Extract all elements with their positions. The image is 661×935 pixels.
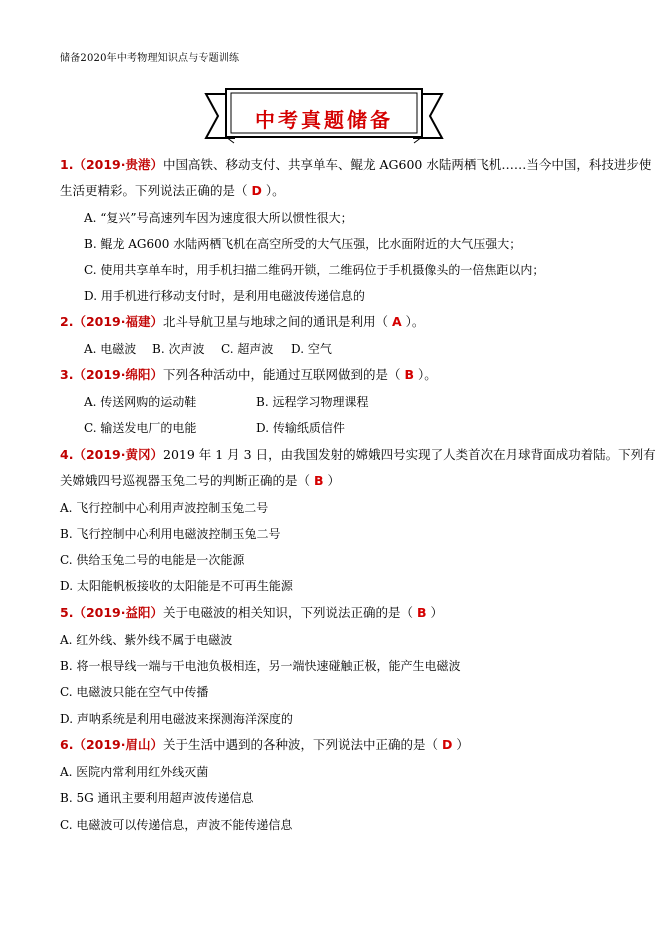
q4-option-b: B. 飞行控制中心利用电磁波控制玉兔二号 [60, 527, 281, 541]
q3-option-c: C. 输送发电厂的电能 [84, 421, 197, 435]
question-6: 6.（2019·眉山）关于生活中遇到的各种波，下列说法中正确的是（ D ） [60, 737, 469, 752]
question-2: 2.（2019·福建）北斗导航卫星与地球之间的通讯是利用（ A ）。 [60, 314, 425, 329]
q2-option-b: B. 次声波 [152, 342, 205, 356]
q4-option-a: A. 飞行控制中心利用声波控制玉兔二号 [60, 501, 269, 515]
answer: B [404, 367, 415, 382]
q5-option-d: D. 声呐系统是利用电磁波来探测海洋深度的 [60, 712, 293, 726]
question-5: 5.（2019·益阳）关于电磁波的相关知识，下列说法正确的是（ B ） [60, 605, 443, 620]
answer: D [251, 183, 262, 198]
q3-option-a: A. 传送网购的运动鞋 [84, 395, 197, 409]
q1-option-a: A. “复兴”号高速列车因为速度很大所以惯性很大； [84, 211, 353, 225]
q4-option-d: D. 太阳能帆板接收的太阳能是不可再生能源 [60, 579, 293, 593]
q6-option-a: A. 医院内常利用红外线灭菌 [60, 765, 209, 779]
question-number: 2.（2019·福建） [60, 314, 163, 329]
banner-title: 中考真题储备 [255, 108, 393, 132]
q5-option-a: A. 红外线、紫外线不属于电磁波 [60, 633, 233, 647]
q1-option-d: D. 用手机进行移动支付时，是利用电磁波传递信息的 [84, 289, 365, 303]
answer: D [441, 737, 453, 752]
question-number: 3.（2019·绵阳） [60, 367, 163, 382]
question-number: 1.（2019·贵港） [60, 157, 163, 172]
answer: B [416, 605, 427, 620]
question-1-line-2: 生活更精彩。下列说法正确的是（ D ）。 [60, 183, 285, 198]
q5-option-b: B. 将一根导线一端与干电池负极相连，另一端快速碰触正极，能产生电磁波 [60, 659, 461, 673]
answer: A [391, 314, 402, 329]
title-banner [204, 86, 444, 146]
q4-option-c: C. 供给玉兔二号的电能是一次能源 [60, 553, 245, 567]
q2-option-c: C. 超声波 [221, 342, 274, 356]
question-number: 4.（2019·黄冈） [60, 447, 163, 462]
q6-option-c: C. 电磁波可以传递信息，声波不能传递信息 [60, 818, 293, 832]
question-3: 3.（2019·绵阳）下列各种活动中，能通过互联网做到的是（ B ）。 [60, 367, 437, 382]
q2-option-d: D. 空气 [291, 342, 332, 356]
q6-option-b: B. 5G 通讯主要利用超声波传递信息 [60, 791, 254, 805]
q2-option-a: A. 电磁波 [84, 342, 137, 356]
q3-option-d: D. 传输纸质信件 [256, 421, 345, 435]
q3-option-b: B. 远程学习物理课程 [256, 395, 369, 409]
question-4-line-2: 关嫦娥四号巡视器玉兔二号的判断正确的是（ B ） [60, 473, 340, 488]
question-1-line-1: 1.（2019·贵港）中国高铁、移动支付、共享单车、鲲龙 AG600 水陆两栖飞机……当今中国，科技进步使 [60, 157, 652, 172]
q1-option-b: B. 鲲龙 AG600 水陆两栖飞机在高空所受的大气压强，比水面附近的大气压强大； [84, 237, 522, 251]
page-header: 储备2020年中考物理知识点与专题训练 [60, 53, 240, 64]
q1-option-c: C. 使用共享单车时，用手机扫描二维码开锁，二维码位于手机摄像头的一倍焦距以内； [84, 263, 545, 277]
answer: B [313, 473, 324, 488]
question-number: 6.（2019·眉山） [60, 737, 163, 752]
question-number: 5.（2019·益阳） [60, 605, 163, 620]
question-4-line-1: 4.（2019·黄冈）2019 年 1 月 3 日，由我国发射的嫦娥四号实现了人类首次在月球背面成功着陆。下列有 [60, 447, 656, 462]
q5-option-c: C. 电磁波只能在空气中传播 [60, 685, 209, 699]
